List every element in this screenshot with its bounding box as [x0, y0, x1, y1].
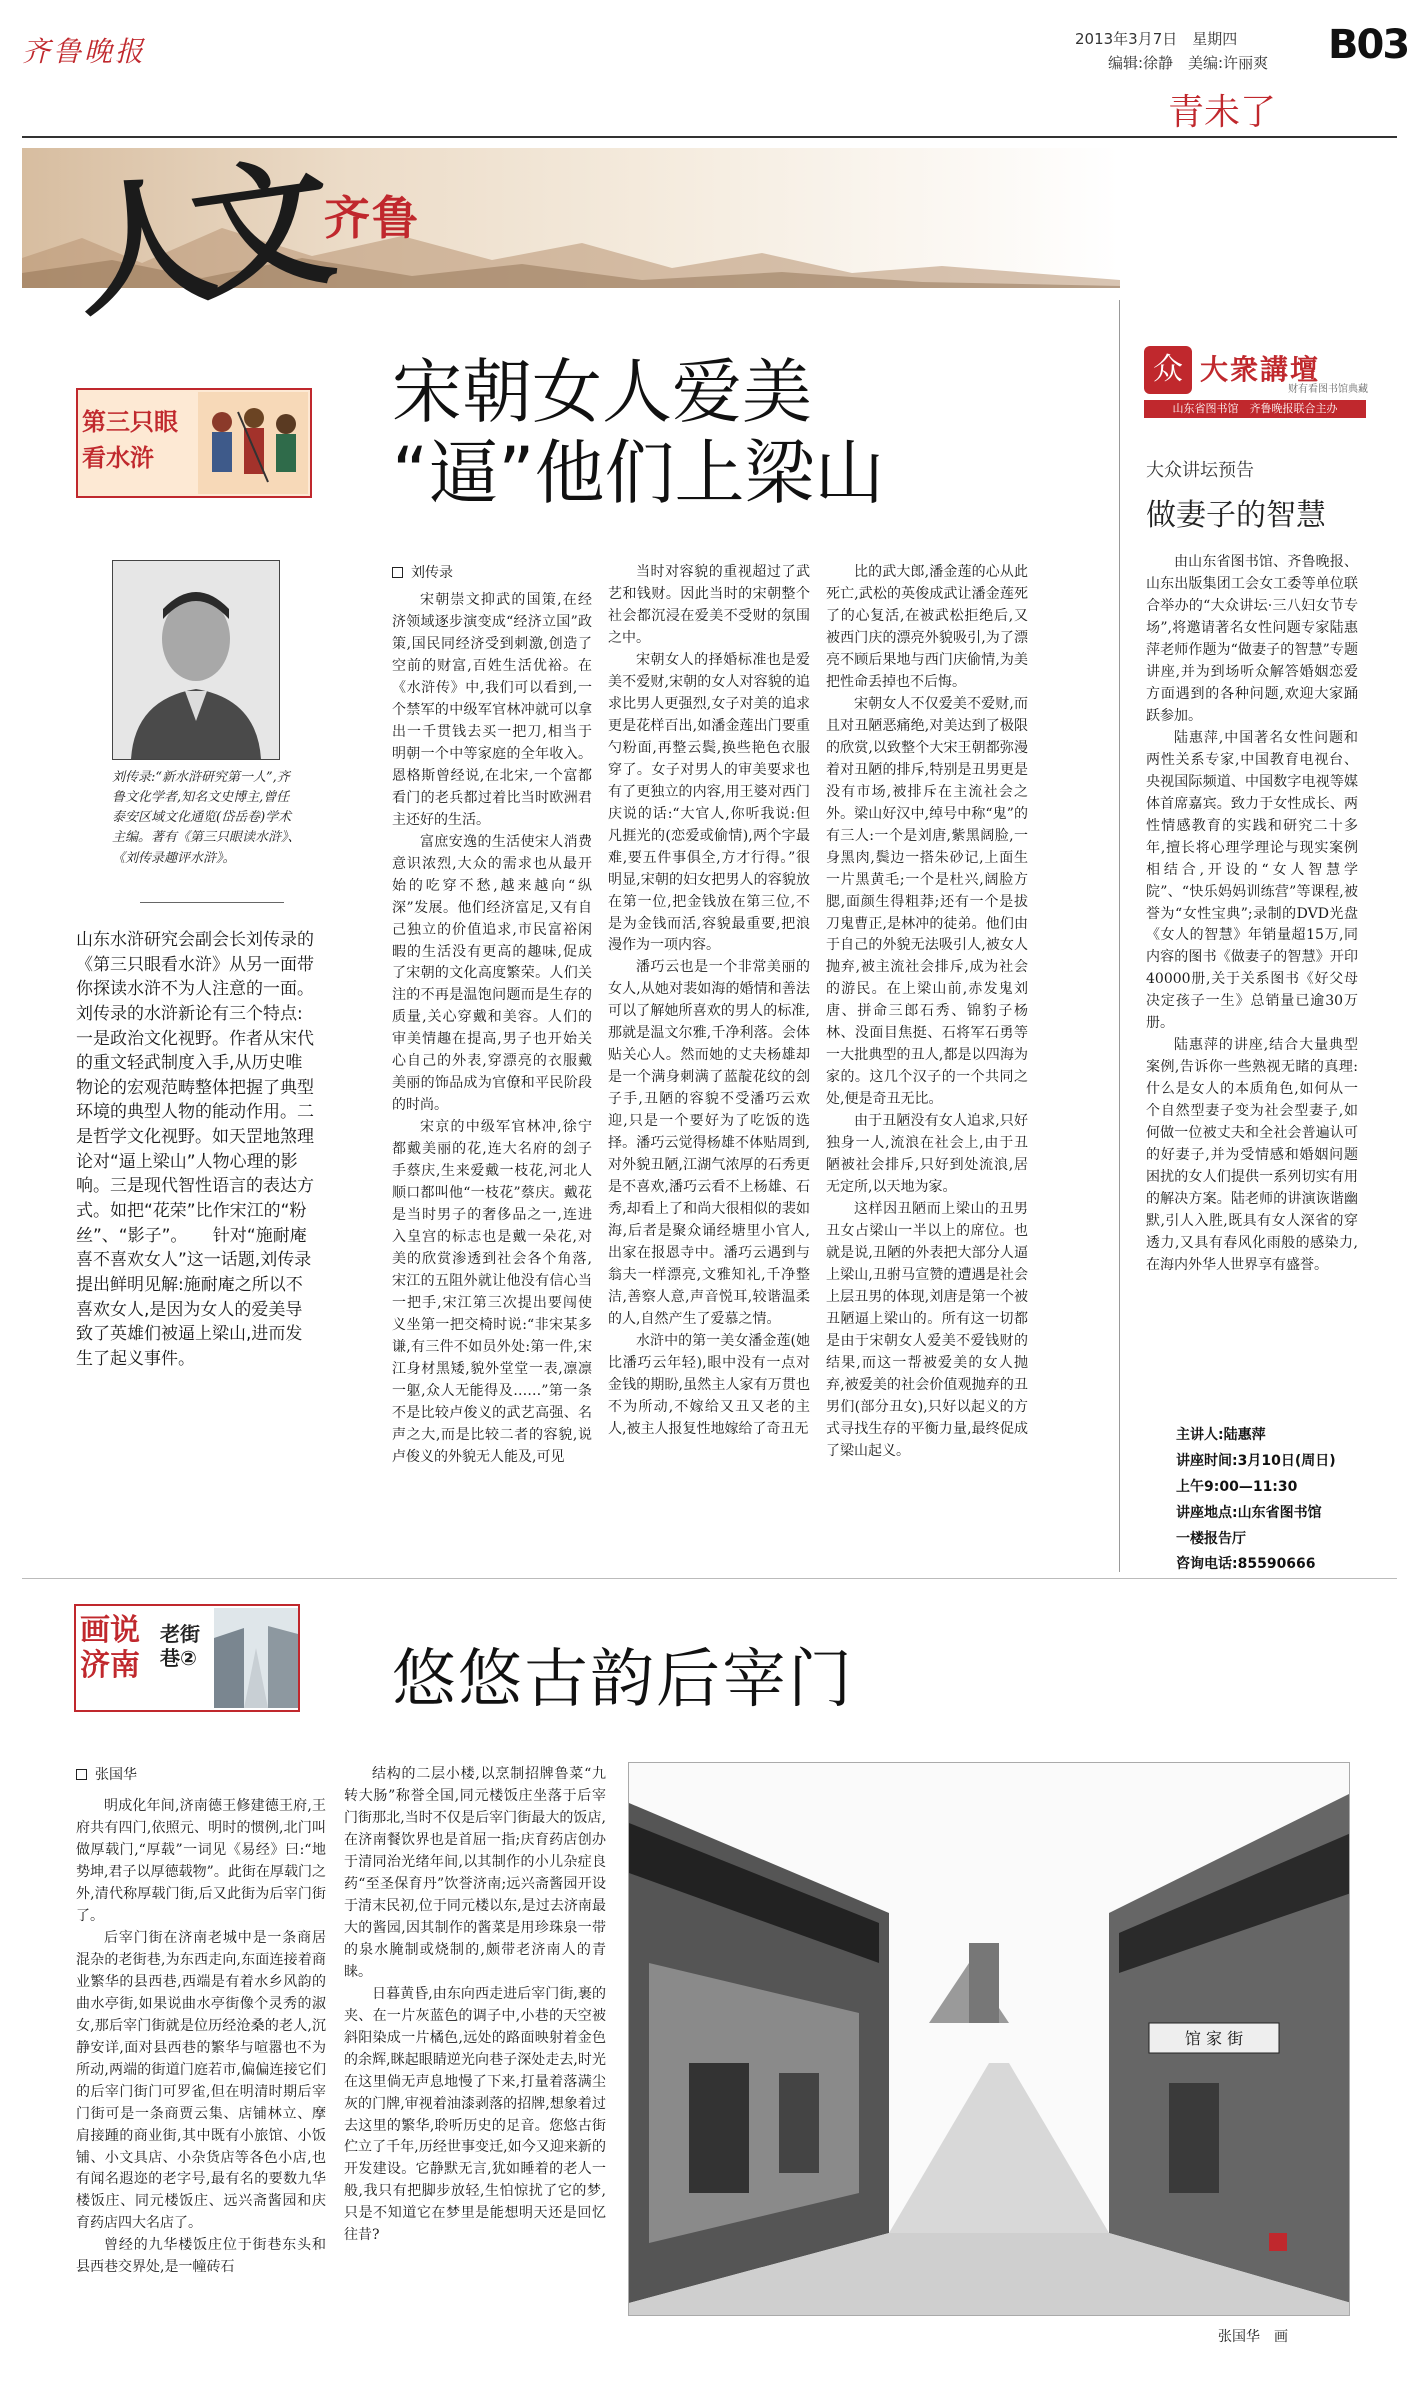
article2-column-2 [344, 1764, 606, 2247]
painting-credit: 张国华 画 [1218, 2329, 1288, 2345]
paragraph: 当时对容貌的重视超过了武艺和钱财。因此当时的宋朝整个社会都沉浸在爱美不受财的氛围之中。 [608, 564, 810, 646]
paragraph: 宋朝女人不仅爱美不爱财,而且对丑陋恶痛绝,对美达到了极限的欣赏,以致整个大宋王朝都弥漫着对丑陋的排斥,特别是丑男更是没有市场,被排斥在主流社会之外。梁山好汉中,绰号中称“鬼”的有三人:一个是刘唐,紫黑阔脸,一身黑肉,鬓边一搭朱砂记,上面生一片黑黄毛;一个是杜兴,阔脸方腮,面颜生得粗莽;还有一个是拔刀鬼曹正,是林冲的徒弟。他们由于自己的外貌无法吸引人,被女人抛弃,被主流社会排斥,成为社会的游民。在上梁山前,赤发鬼刘唐、拼命三郎石秀、锦豹子杨林、没面目焦挺、石将军石勇等一大批典型的丑人,都是以四海为家的。这几个汉子的一个共同之处,便是奇丑无比。 [826, 695, 1028, 1108]
paragraph: 潘巧云也是一个非常美丽的女人,从她对裴如海的婚情和善法可以了解她所喜欢的男人的标准,那就是温文尔雅,千净利落。会体贴关心人。然而她的丈夫杨雄却是一个满身刺满了蓝靛花纹的刽子手,丑陋的容貌不受潘巧云欢迎,只是一个要好为了吃饭的选择。潘巧云觉得杨雄不体贴周到,对外貌丑陋,江湖气浓厚的石秀更是不喜欢,潘巧云看不上杨雄、石秀,却看上了和尚大很相似的裴如海,后者是聚众诵经塘里小官人,出家在报恩寺中。潘巧云遇到与翁夫一样漂亮,文雅知礼,千净整洁,善察人意,声音悦耳,较谐温柔的人,自然产生了爱慕之情。 [608, 959, 810, 1327]
street-painting [628, 1762, 1350, 2316]
forum-small-text: 财有看图书馆典藏 [1288, 384, 1368, 395]
paragraph: 由于丑陋没有女人追求,只好独身一人,流浪在社会上,由于丑陋被社会排斥,只好到处流浪,居无定所,以天地为家。 [826, 1113, 1028, 1196]
section-title: 青未了 [1168, 92, 1277, 133]
article1-column-2 [608, 562, 810, 1441]
column-badge-subtitle: 看水浒 [82, 444, 154, 472]
forum-speaker: 主讲人:陆惠萍 [1176, 1427, 1266, 1443]
column-text [826, 562, 1028, 1463]
forum-name: 大衆講壇 [1200, 353, 1321, 386]
column-badge-title: 第三只眼 [82, 408, 178, 436]
paragraph: 宋朝崇文抑武的国策,在经济领域逐步演变成“经济立国”政策,国民同经济受到刺激,创造了空前的财富,百姓生活优裕。在《水浒传》中,我们可以看到,一个禁军的中级军官林冲就可以拿出一千贯钱去买一把刀,相当于明朝一个中等家庭的全年收入。恩格斯曾经说,在北宋,一个富都看门的老兵都过着比当时欧洲君主还好的生活。 [392, 592, 592, 828]
paragraph: 宋京的中级军官林冲,徐宁都戴美丽的花,连大名府的刽子手蔡庆,生来爱戴一枝花,河北人顺口都叫他“一枝花”蔡庆。戴花是当时男子的奢侈品之一,连进入皇宫的标志也是戴一朵花,对美的欣赏渗透到社会各个角落,宋江的五阻外就让他没有信心当一把手,宋江第三次提出要闯使义坐第一把交椅时说:“非宋某多谦,有三件不如员外处:第一件,宋江身材黑矮,貌外堂堂一表,凛凛一躯,众人无能得及……”第一条不是比较卢俊义的武艺高强、名声之大,而是比较二者的容貌,说卢俊义的外貌无人能及,可见 [392, 1119, 592, 1465]
paragraph: 宋朝女人的择婚标准也是爱美不爱财,宋朝的女人对容貌的追求比男人更强烈,女子对美的追求更是花样百出,如潘金莲出门要重勺粉面,再整云鬓,换些艳色衣服穿了。女子对男人的审美要求也有了更独立的内容,用王婆对西门庆说的话:“大官人,你听我说:但凡捱光的(恋爱或偷情),两个字最难,要五件事俱全,方才行得。”很明显,宋朝的妇女把男人的容貌放在第一位,把金钱放在第三位,不是为金钱而活,容貌最重要,把浪漫作为一项内容。 [608, 651, 810, 954]
paragraph: 曾经的九华楼饭庄位于街巷东头和县西巷交界处,是一幢砖石 [76, 2237, 326, 2276]
badge-main-line2: 济南 [80, 1647, 140, 1683]
column-text [1146, 552, 1358, 1277]
forum-lecture-title: 做妻子的智慧 [1146, 498, 1326, 533]
paragraph: 陆惠萍的讲座,结合大量典型案例,告诉你一些熟视无睹的真理:什么是女人的本质角色,如何从一个自然型妻子变为社会型妻子,如何做一位被丈夫和全社会普遍认可的好妻子,并为受情感和婚姻问题困扰的女人们提供一系列切实有用的解决方案。陆老师的讲演诙谐幽默,引人入胜,既具有女人深省的穿透力,又具有春风化雨般的感染力,在海内外华人世界享有盛誉。 [1146, 1037, 1358, 1273]
paragraph: 结构的二层小楼,以烹制招牌鲁菜“九转大肠”称誉全国,同元楼饭庄坐落于后宰门街那北,当时不仅是后宰门街最大的饭店,在济南餐饮界也是首屈一指;庆育药店创办于清同治光绪年间,以其制作的小儿杂症良药“至圣保育丹”饮誉济南;远兴斋酱园开设于清末民初,位于同元楼以东,是过去济南最大的酱园,因其制作的酱菜是用珍珠泉一带的泉水腌制或烧制的,颇带老济南人的青睐。 [344, 1766, 606, 1980]
article2-divider [22, 1578, 1397, 1579]
badge-side-line2: 巷② [160, 1646, 197, 1670]
forum-event-info [1176, 1423, 1336, 1578]
person-silhouette-icon [113, 561, 279, 759]
headline-line1: 宋朝女人爱美 [392, 351, 812, 433]
article1-byline [392, 562, 453, 582]
badge-main-line1: 画说 [80, 1613, 140, 1648]
masthead-logo: 齐鲁晚报 [22, 35, 147, 68]
paragraph: 比的武大郎,潘金莲的心从此死亡,武松的英俊成武让潘金莲死了的心复活,在被武松拒绝后,又被西门庆的漂亮外貌吸引,为了漂亮不顾后果地与西门庆偷情,为美把性命丢掉也不后悔。 [826, 564, 1028, 690]
article1-headline [392, 352, 885, 513]
byline-box-icon [76, 1769, 87, 1780]
forum-time-detail: 上午9:00—11:30 [1176, 1478, 1298, 1495]
paragraph: 水浒中的第一美女潘金莲(她比潘巧云年轻),眼中没有一点对金钱的期盼,虽然主人家有万贯也不为所动,不嫁给又丑又老的主人,被主人报复性地嫁给了奇丑无 [608, 1332, 810, 1437]
column-text [608, 562, 810, 1441]
column-text [344, 1764, 606, 2247]
article2-badge-main [80, 1614, 140, 1683]
editors-line: 编辑:徐静 美编:许丽爽 [1108, 54, 1269, 72]
forum-phone: 咨询电话:85590666 [1176, 1556, 1316, 1573]
forum-venue: 讲座地点:山东省图书馆 [1176, 1504, 1322, 1521]
heroes-illustration-icon [198, 392, 308, 494]
shop-sign-text: 馆 家 街 [1184, 2029, 1244, 2048]
forum-body [1146, 552, 1358, 1277]
paragraph: 富庶安逸的生活使宋人消费意识浓烈,大众的需求也从最开始的吃穿不愁,越来越向“纵深”发展。他们经济富足,又有自己独立的价值追求,市民富裕闲暇的生活没有更高的趣味,促成了宋朝的文化高度繁荣。人们关注的不再是温饱问题而是生存的质量,关心穿戴和美容。人们的审美情趣在提高,男子也开始关心自己的外表,穿漂亮的衣服戴美丽的饰品成为官僚和平民阶段的时尚。 [392, 833, 592, 1114]
issue-date: 2013年3月7日 星期四 [1075, 30, 1238, 48]
forum-organizers: 山东省图书馆 齐鲁晚报联合主办 [1144, 400, 1366, 418]
forum-preview-label: 大众讲坛预告 [1146, 460, 1254, 481]
badge-side-line1: 老街 [160, 1622, 200, 1646]
paragraph: 由山东省图书馆、齐鲁晚报、山东出版集团工会女工委等单位联合举办的“大众讲坛·三八妇女节专场”,将邀请著名女性问题专家陆惠萍老师作题为“做妻子的智慧”专题讲座,并为到场听众解答婚姻恋爱方面遇到的各种问题,欢迎大家踊跃参加。 [1146, 554, 1358, 724]
article2-byline [76, 1764, 137, 1784]
paragraph: 明成化年间,济南德王修建德王府,王府共有四门,依照元、明时的惯例,北门叫做厚载门,“厚载”一词见《易经》曰:“地势坤,君子以厚德载物”。此街在厚载门之外,清代称厚载门街,后又此街为后宰门街了。 [76, 1798, 326, 1924]
old-street-thumbnail-icon [214, 1608, 298, 1708]
article1-column-1 [392, 590, 592, 1469]
column-text [76, 1796, 326, 2279]
byline-author: 张国华 [95, 1767, 137, 1783]
page-number: B03 [1328, 22, 1409, 68]
headline-line2: “逼”他们上梁山 [392, 431, 885, 514]
column-text [392, 590, 592, 1469]
street-painting-illustration [629, 1763, 1350, 2316]
author-portrait [112, 560, 280, 760]
article2-column-1 [76, 1796, 326, 2279]
article1-column-3 [826, 562, 1028, 1463]
byline-author: 刘传录 [411, 565, 453, 581]
paragraph: 这样因丑陋而上梁山的丑男丑女占梁山一半以上的席位。也就是说,丑陋的外表把大部分人逼上梁山,丑驸马宣赞的遭遇是社会上层丑男的体现,刘唐是第一个被丑陋逼上梁山的。所有这一切都是由于宋朝女人爱美不爱钱财的结果,而这一帮被爱美的女人抛弃,被爱美的社会价值观抛弃的丑男们(部分丑女),只好以起义的方式寻找生存的平衡力量,最终促成了梁山起义。 [826, 1201, 1028, 1459]
article2-badge-side [160, 1622, 200, 1670]
banner-qilu: 齐鲁 [324, 191, 420, 245]
forum-venue-detail: 一楼报告厅 [1176, 1530, 1246, 1547]
paragraph: 后宰门街在济南老城中是一条商居混杂的老街巷,为东西走向,东面连接着商业繁华的县西巷,西端是有着水乡风韵的曲水亭街,如果说曲水亭街像个灵秀的淑女,那后宰门街就是位历经沧桑的老人,沉静安详,面对县西巷的繁华与喧嚣也不为所动,两端的街道门庭若市,偏偏连接它们的后宰门街门可罗雀,但在明清时期后宰门街可是一条商贾云集、店铺林立、摩肩接踵的商业街,其中既有小旅馆、小饭铺、小文具店、小杂货店等各色小店,也有闻名遐迩的老字号,最有名的要数九华楼饭庄、同元楼饭庄、远兴斋酱园和庆育药店四大名店了。 [76, 1929, 326, 2232]
calligraphy-renwen: 人文 [63, 141, 324, 338]
article-intro: 山东水浒研究会副会长刘传录的《第三只眼看水浒》从另一面带你探读水浒不为人注意的一面。刘传录的水浒新论有三个特点:一是政治文化视野。作者从宋代的重文轻武制度入手,从历史唯物论的宏观范畴整体把握了典型环境的典型人物的能动作用。二是哲学文化视野。如天罡地煞理论对“逼上梁山”人物心理的影响。三是现代智性语言的表达方式。如把“花荣”比作宋江的“粉丝”、“影子”。 针对“施耐庵喜不喜欢女人”这一话题,刘传录提出鲜明见解:施耐庵之所以不喜欢女人,是因为女人的爱美导致了英雄们被逼上梁山,进而发生了起义事件。 [76, 930, 314, 1369]
author-bio: 刘传录:“新水浒研究第一人”,齐鲁文化学者,知名文史博主,曾任泰安区域文化通览(岱岳卷)学术主编。著有《第三只眼读水浒》、《刘传录趣评水浒》。 [112, 770, 301, 866]
paragraph: 陆惠萍,中国著名女性问题和两性关系专家,中国教育电视台、央视国际频道、中国数字电视等媒体首席嘉宾。致力于女性成长、两性情感教育的实践和研究二十多年,擅长将心理学理论与现实案例相结合,开设的“女人智慧学院”、“快乐妈妈训练营”等课程,被誉为“女性宝典”;录制的DVD光盘《女人的智慧》年销量超15万,同内容的图书《做妻子的智慧》开印40000册,关于关系图书《好父母决定孩子一生》总销量已逾30万册。 [1146, 729, 1358, 1032]
byline-box-icon [392, 567, 403, 578]
article2-headline: 悠悠古韵后宰门 [392, 1643, 854, 1717]
forum-logo-icon: 众 [1144, 346, 1192, 394]
bio-divider [140, 902, 284, 903]
paragraph: 日暮黄昏,由东向西走进后宰门街,裹的夹、在一片灰蓝色的调子中,小巷的天空被斜阳染成一片橘色,远处的路面映射着金色的余辉,眯起眼睛逆光向巷子深处走去,时光在这里倘无声息地慢了下来,打量着落满尘灰的门牌,审视着油漆剥落的招牌,想象着过去这里的繁华,聆听历史的足音。您悠古街伫立了千年,历经世事变迁,如今又迎来新的开发建设。它静默无言,犹如睡着的老人一般,我只有把脚步放轻,生怕惊扰了它的梦,只是不知道它在梦里是能想明天还是回忆往昔? [344, 1985, 606, 2244]
forum-time: 讲座时间:3月10日(周日) [1176, 1452, 1336, 1469]
